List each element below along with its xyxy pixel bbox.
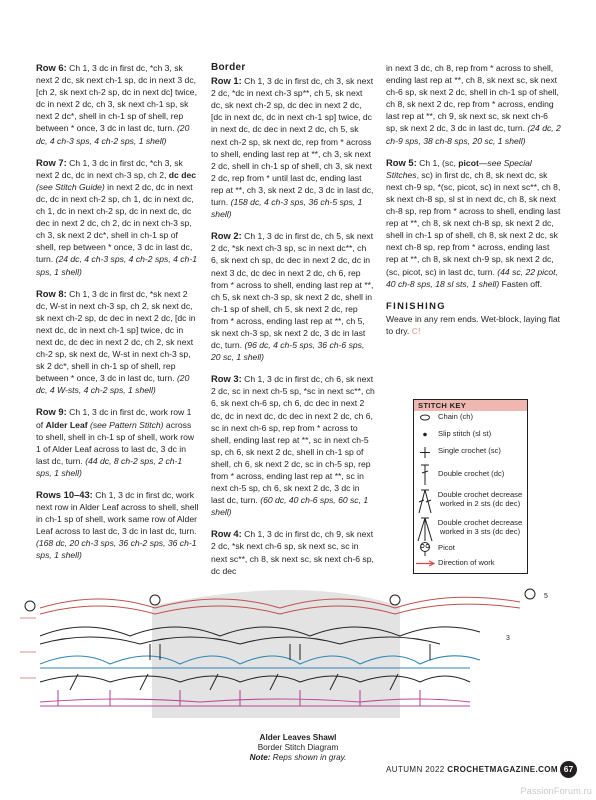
direction-arrows	[20, 618, 36, 678]
column-2	[211, 62, 375, 587]
direction-arrow-icon	[414, 559, 436, 571]
border-row-4: Row 4: Ch 1, 3 dc in first dc, ch 9, sk next 2 dc, *sk next ch-6 sp, sk next sc, sc in next sc**, ch 8, sk next sc, sk next ch-6 sp, dc dec	[211, 528, 374, 576]
watermark: PassionForum.ru	[520, 786, 592, 796]
slip-stitch-dot-icon	[414, 430, 436, 442]
page-number: 67	[560, 761, 577, 778]
double-crochet-icon	[414, 463, 436, 488]
border-row-4-continued: in next 3 dc, ch 8, rep from * across to shell, ending last rep at **, ch 8, sk next sc, sk next ch-6 sp, sk next 2 dc, shell in ch-1 sp of shell, ch 8, sk next 2 dc, rep from * across, ending last rep at **, ch 9, sk next sc, sk next ch-6 sp, sk next 2 dc, 3 dc in last dc, turn. (24 dc, 2 ch-9 sps, 38 ch-8 sps, 20 sc, 1 shell)	[386, 63, 561, 146]
border-heading: Border	[211, 62, 246, 73]
finishing-heading: FINISHING	[386, 299, 446, 311]
border-row-1: Row 1: Ch 1, 3 dc in first dc, ch 3, sk next 2 dc, *dc in next ch-3 sp**, ch 5, sk next dc, sk next ch-2 sp, dc dec in next 2 dc, [dc in next dc, dc in next ch-1 sp] twice, dc in next dc, dc dec in next 2 dc, ch 5, sk next ch-2 sp, sk next dc, rep from * across to shell, ending last rep at **, ch 3, sk next 2 dc, shell in ch-1 sp of shell, ch 3, sk next 2 dc, rep from * until last dc, ending last rep at **, ch 3, sk next 2 dc, 3 dc in last dc, turn. (158 dc, 4 ch-3 sps, 36 ch-5 sps, 1 shell)	[211, 75, 374, 220]
dc-dec-2-icon	[414, 489, 436, 518]
row-6-instructions: Row 6: Ch 1, 3 dc in first dc, *ch 3, sk next 2 dc, sk next ch-1 sp, dc in next 3 dc, [ch 2, sk next ch-2 sp, dc in next dc] twice, dc in next 2 dc, ch 3, sk next ch-1 sp, sk next 2 dc*, shell in ch-1 sp of shell, rep between * once, 3 dc in last dc, turn. (20 dc, 4 ch-3 sps, 4 ch-2 sps, 1 shell)	[36, 62, 197, 146]
caption-title: Alder Leaves Shawl	[259, 733, 337, 742]
chain-oval-icon	[414, 413, 436, 425]
page-footer	[386, 765, 558, 774]
border-stitch-diagram	[0, 578, 596, 730]
single-crochet-cross-icon	[414, 447, 436, 461]
column-1	[36, 62, 199, 572]
row-7-instructions: Row 7: Ch 1, 3 dc in first dc, *ch 3, sk next 2 dc, dc in next ch-3 sp, ch 2, dc dec (see Stitch Guide) in next 2 dc, dc in next dc, dc in next ch-2 sp, ch 1, dc in next dc, ch 1, dc in next ch-2 sp, dc in next dc, dc dec in next 2 dc, ch 2, dc in next ch-3 sp, ch 3, sk next 2 dc*, shell in ch-1 sp of shell, rep between * once, 3 dc in last dc, turn. (24 dc, 4 ch-3 sps, 4 ch-2 sps, 4 ch-1 sps, 1 shell)	[36, 156, 197, 277]
magazine-url: CROCHETMAGAZINE.COM	[447, 765, 558, 774]
row-label-3: 3	[506, 635, 510, 642]
finishing-text: Weave in any rem ends. Wet-block, laying flat to dry. C!	[386, 313, 561, 336]
border-row-2: Row 2: Ch 1, 3 dc in first dc, ch 5, sk next 2 dc, *sk next ch-3 sp, sc in next dc**, ch 6, sk next ch sp, dc dec in next 2 dc, dc in next 3 dc, dc dec in next 2 dc, ch 6, rep from * across to shell, ending last rep at **, ch 5, sk next ch-3 sp, sk next 2 dc, shell in ch-1 sp of shell, ch 5, sk next 2 dc, rep from * across, ending last rep at **, ch 5, sk next ch-3 sp, sk next 2 dc, 3 dc in last dc, turn. (96 dc, 4 ch-5 sps, 36 ch-6 sps, 20 sc, 1 shell)	[211, 230, 374, 363]
row-8-instructions: Row 8: Ch 1, 3 dc in first dc, *sk next 2 dc, W-st in next ch-3 sp, ch 2, sk next dc, sk next ch-2 sp, dc dec in next 2 dc, [dc in next dc, dc in next ch-1 sp] twice, dc in next dc, dc dec in next 2 dc, ch 2, sk next ch-2 sp, sk next dc, W-st in next ch-3 sp, sk 2 dc*, shell in ch-1 sp of shell, rep between * once, 3 dc in last dc, turn. (20 dc, 4 W-sts, 4 ch-2 sps, 1 shell)	[36, 287, 196, 396]
diagram-caption	[0, 733, 596, 763]
border-row-5: Row 5: Ch 1, (sc, picot—see Special Stitches, sc) in first dc, ch 8, sk next dc, sk next ch-9 sp, *(sc, picot, sc) in next sc**, ch 8, sk next ch-8 sp, sl st in next dc, ch 8, sk next ch-8 sp, rep from * across to shell, ending last rep at **, ch 8, sk next ch-8 sp, sk next 2 dc, shell in ch-1 sp of shell, ch 8, sk next 2 dc, sk next ch-8 sp, rep from * across, ending last rep at **, ch 8, sk next ch-9 sp, sk next 2 dc, (sc, picot, sc) in last dc, turn. (44 sc, 22 picot, 40 ch-8 sps, 18 sl sts, 1 shell) Fasten off.	[386, 156, 561, 289]
caption-subtitle: Border Stitch Diagram	[257, 743, 339, 752]
stitch-key: STITCH KEY Chain (ch) Slip stitch (sl st) Single crochet (sc) Double crochet (dc) Double crochet decrease worked in 2 sts (dc dec) Double crochet decrease worked in 3 sts (dc dec) Picot Direction of work	[413, 399, 528, 574]
column-3	[386, 62, 561, 347]
rows-10-43-instructions: Rows 10–43: Ch 1, 3 dc in first dc, work next row in Alder Leaf across to shell, shell in ch-1 sp of shell, work same row of Alder Leaf across to last dc, 3 dc in last dc, turn. (168 dc, 20 ch-3 sps, 36 ch-2 sps, 36 ch-1 sps, 1 shell)	[36, 489, 199, 561]
stitch-key-title: STITCH KEY	[414, 400, 527, 411]
border-row-3: Row 3: Ch 1, 3 dc in first dc, ch 6, sk next 2 dc, sc in next ch-5 sp, *sc in next sc**, ch 6, sk next ch-6 sp, ch 6, dc dec in next 2 dc, dc in next dc, dc dec in next 2 dc, ch 6, sc in next ch-6 sp, rep from * across to shell, ending last rep at **, sc in next ch-5 sp, ch 6, sk next 2 dc, shell in ch-1 sp of shell, ch 6, sk next 2 dc, sc in ch-5 sp, rep from * across, ending last rep at **, sc in next ch-5 sp, ch 6, sk next 2 dc, 3 dc in last dc, turn. (60 dc, 40 ch-6 sps, 60 sc, 1 shell)	[211, 373, 375, 518]
issue-label: AUTUMN 2022	[386, 765, 445, 774]
row-9-instructions: Row 9: Ch 1, 3 dc in first dc, work row 1 of Alder Leaf (see Pattern Stitch) across to shell, shell in ch-1 sp of shell, work row 1 of Alder Leaf across to last dc, 3 dc in last dc, turn. (44 dc, 8 ch-2 sps, 2 ch-1 sps, 1 shell)	[36, 406, 195, 478]
caption-note: Note: Reps shown in gray.	[249, 753, 347, 762]
end-mark: C!	[411, 325, 421, 336]
row-label-5: 5	[544, 593, 548, 600]
picot-icon	[414, 542, 436, 559]
